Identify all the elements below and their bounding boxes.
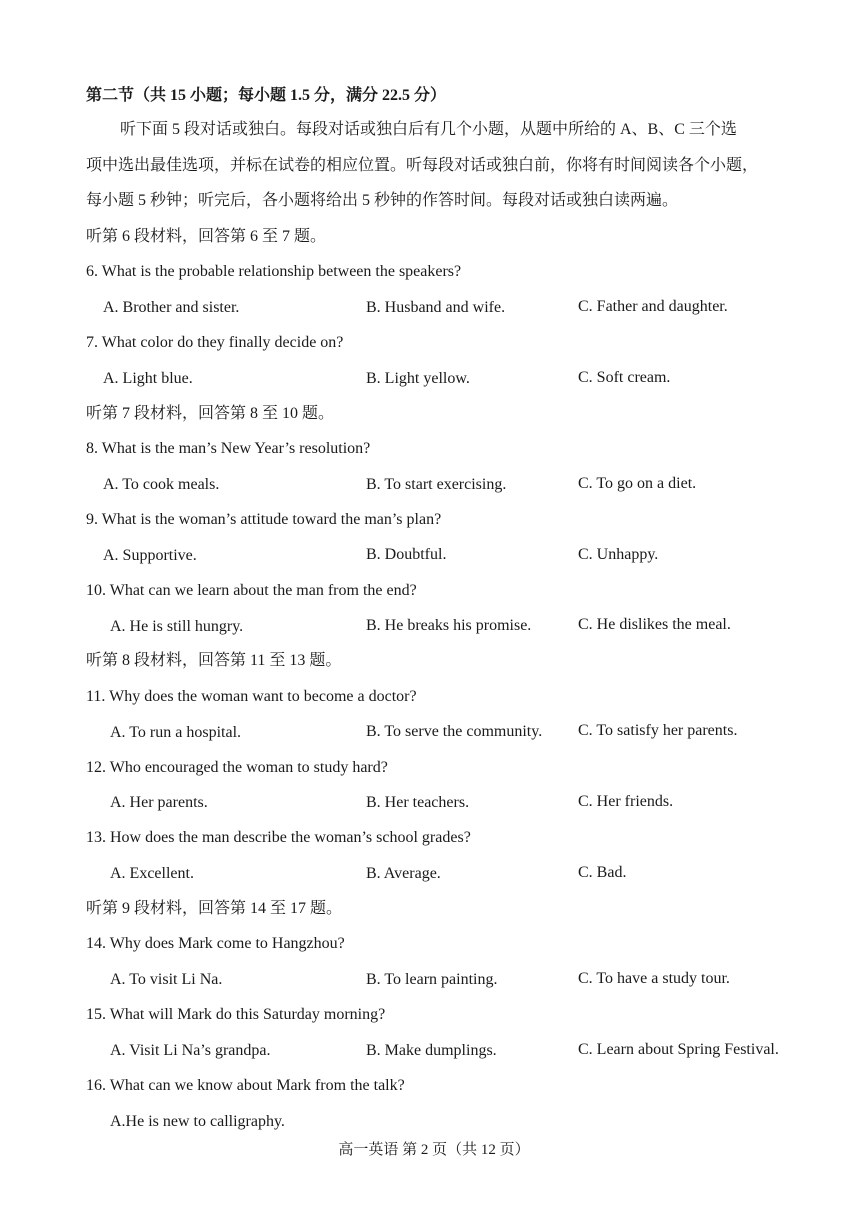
- question-text: 12. Who encouraged the woman to study hard?: [86, 759, 388, 776]
- option-a[interactable]: A. To visit Li Na.: [110, 971, 223, 988]
- question-text: 7. What color do they finally decide on?: [86, 334, 344, 351]
- option-c[interactable]: C. To have a study tour.: [578, 970, 730, 987]
- page-footer: 高一英语 第 2 页（共 12 页）: [338, 1142, 530, 1158]
- question-text: 16. What can we know about Mark from the talk?: [86, 1077, 405, 1094]
- question-text: 14. Why does Mark come to Hangzhou?: [86, 935, 345, 952]
- option-a[interactable]: A. Excellent.: [110, 865, 194, 882]
- question-text: 9. What is the woman’s attitude toward the man’s plan?: [86, 511, 442, 528]
- option-b[interactable]: B. To serve the community.: [366, 723, 543, 740]
- question-text: 11. Why does the woman want to become a doctor?: [86, 688, 417, 705]
- option-c[interactable]: C. He dislikes the meal.: [578, 616, 731, 633]
- option-a[interactable]: A. To cook meals.: [103, 476, 220, 493]
- option-a[interactable]: A. Light blue.: [103, 370, 193, 387]
- option-b[interactable]: B. Average.: [366, 865, 441, 882]
- option-a[interactable]: A. To run a hospital.: [110, 724, 242, 741]
- option-a[interactable]: A.He is new to calligraphy.: [110, 1113, 285, 1130]
- question-text: 15. What will Mark do this Saturday morning?: [86, 1006, 386, 1023]
- option-b[interactable]: B. Doubtful.: [366, 546, 447, 563]
- section-title: 第二节（共 15 小题；每小题 1.5 分，满分 22.5 分）: [86, 87, 447, 104]
- option-a[interactable]: A. Brother and sister.: [103, 299, 240, 316]
- option-c[interactable]: C. Father and daughter.: [578, 298, 728, 315]
- option-b[interactable]: B. He breaks his promise.: [366, 617, 532, 634]
- option-b[interactable]: B. Her teachers.: [366, 794, 470, 811]
- instructions-line-2: 项中选出最佳选项，并标在试卷的相应位置。听每段对话或独白前，你将有时间阅读各个小题，: [86, 157, 759, 174]
- option-c[interactable]: C. Unhappy.: [578, 546, 659, 563]
- option-c[interactable]: C. To satisfy her parents.: [578, 722, 738, 739]
- option-a[interactable]: A. Visit Li Na’s grandpa.: [110, 1042, 271, 1059]
- option-a[interactable]: A. Supportive.: [103, 547, 197, 564]
- group-label: 听第 7 段材料，回答第 8 至 10 题。: [86, 405, 335, 422]
- group-label: 听第 9 段材料，回答第 14 至 17 题。: [86, 900, 343, 917]
- question-text: 8. What is the man’s New Year’s resolution?: [86, 440, 371, 457]
- instructions-line-3: 每小题 5 秒钟；听完后，各小题将给出 5 秒钟的作答时间。每段对话或独白读两遍。: [86, 192, 679, 209]
- group-label: 听第 6 段材料，回答第 6 至 7 题。: [86, 228, 327, 245]
- instructions-line-1: 听下面 5 段对话或独白。每段对话或独白后有几个小题，从题中所给的 A、B、C 三个选: [120, 121, 737, 138]
- option-c[interactable]: C. Soft cream.: [578, 369, 671, 386]
- option-c[interactable]: C. Her friends.: [578, 793, 674, 810]
- question-text: 6. What is the probable relationship between the speakers?: [86, 263, 462, 280]
- option-c[interactable]: C. Bad.: [578, 864, 627, 881]
- option-b[interactable]: B. Husband and wife.: [366, 299, 506, 316]
- option-c[interactable]: C. To go on a diet.: [578, 475, 697, 492]
- option-a[interactable]: A. He is still hungry.: [110, 618, 244, 635]
- option-c[interactable]: C. Learn about Spring Festival.: [578, 1041, 779, 1058]
- option-b[interactable]: B. Make dumplings.: [366, 1042, 497, 1059]
- group-label: 听第 8 段材料，回答第 11 至 13 题。: [86, 652, 342, 669]
- option-b[interactable]: B. Light yellow.: [366, 370, 470, 387]
- option-b[interactable]: B. To learn painting.: [366, 971, 498, 988]
- question-text: 10. What can we learn about the man from the end?: [86, 582, 417, 599]
- option-a[interactable]: A. Her parents.: [110, 794, 208, 811]
- option-b[interactable]: B. To start exercising.: [366, 476, 507, 493]
- question-text: 13. How does the man describe the woman’s school grades?: [86, 829, 471, 846]
